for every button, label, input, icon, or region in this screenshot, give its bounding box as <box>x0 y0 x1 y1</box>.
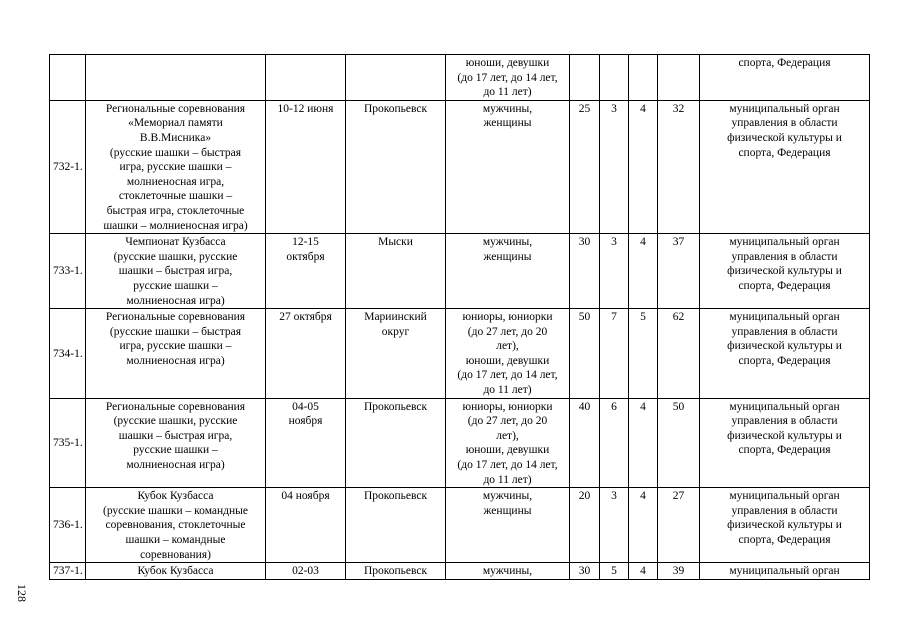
dates-cell: 02-03 <box>266 563 346 580</box>
table-row <box>50 309 870 399</box>
count-cell-1: 50 <box>570 309 600 399</box>
event-name-cell: Кубок Кузбасса (русские шашки – командные соревнования, стоклеточные шашки – командные соревнования) <box>86 488 266 563</box>
count-cell-2: 7 <box>600 309 629 399</box>
count-total-cell: 62 <box>658 309 700 399</box>
organizer-cell: муниципальный орган управления в области физической культуры и спорта, Федерация <box>700 234 870 309</box>
event-name-cell: Региональные соревнования (русские шашки – быстрая игра, русские шашки – молниеносная игра) <box>86 309 266 399</box>
participants-cell: мужчины, женщины <box>446 488 570 563</box>
participants-cell: юноши, девушки (до 17 лет, до 14 лет, до 11 лет) <box>446 55 570 101</box>
organizer-cell: муниципальный орган <box>700 563 870 580</box>
row-number-cell: 735-1. <box>50 398 86 488</box>
count-cell-2: 6 <box>600 398 629 488</box>
dates-cell: 04-05 ноября <box>266 398 346 488</box>
count-cell-3: 4 <box>629 100 658 233</box>
count-total-cell: 27 <box>658 488 700 563</box>
count-cell-3: 4 <box>629 398 658 488</box>
row-number-cell: 734-1. <box>50 309 86 399</box>
count-cell-3: 4 <box>629 234 658 309</box>
count-cell-1: 20 <box>570 488 600 563</box>
event-name-cell <box>86 55 266 101</box>
count-cell-1: 30 <box>570 234 600 309</box>
organizer-cell: спорта, Федерация <box>700 55 870 101</box>
organizer-cell: муниципальный орган управления в области физической культуры и спорта, Федерация <box>700 309 870 399</box>
row-number-cell: 737-1. <box>50 563 86 580</box>
count-cell-2: 3 <box>600 488 629 563</box>
count-total-cell: 50 <box>658 398 700 488</box>
organizer-cell: муниципальный орган управления в области физической культуры и спорта, Федерация <box>700 488 870 563</box>
count-total-cell: 32 <box>658 100 700 233</box>
dates-cell: 04 ноября <box>266 488 346 563</box>
table-row <box>50 100 870 233</box>
participants-cell: юниоры, юниорки (до 27 лет, до 20 лет), юноши, девушки (до 17 лет, до 14 лет, до 11 лет) <box>446 309 570 399</box>
venue-cell: Прокопьевск <box>346 488 446 563</box>
row-number-cell: 732-1. <box>50 100 86 233</box>
row-number-cell: 733-1. <box>50 234 86 309</box>
organizer-cell: муниципальный орган управления в области физической культуры и спорта, Федерация <box>700 398 870 488</box>
table-body <box>50 55 870 580</box>
table-row <box>50 234 870 309</box>
count-cell-2: 5 <box>600 563 629 580</box>
table-row <box>50 488 870 563</box>
event-name-cell: Региональные соревнования (русские шашки, русские шашки – быстрая игра, русские шашки – молниеносная игра) <box>86 398 266 488</box>
venue-cell <box>346 55 446 101</box>
count-cell-3: 4 <box>629 563 658 580</box>
dates-cell <box>266 55 346 101</box>
venue-cell: Прокопьевск <box>346 563 446 580</box>
venue-cell: Прокопьевск <box>346 398 446 488</box>
count-cell-2: 3 <box>600 100 629 233</box>
count-cell-1 <box>570 55 600 101</box>
schedule-table <box>49 54 870 580</box>
page-number: 128 <box>15 584 29 602</box>
count-cell-3: 4 <box>629 488 658 563</box>
dates-cell: 10-12 июня <box>266 100 346 233</box>
table-row <box>50 55 870 101</box>
participants-cell: юниоры, юниорки (до 27 лет, до 20 лет), юноши, девушки (до 17 лет, до 14 лет, до 11 лет) <box>446 398 570 488</box>
dates-cell: 27 октября <box>266 309 346 399</box>
event-name-cell: Региональные соревнования «Мемориал памяти В.В.Мисника» (русские шашки – быстрая игра, русские шашки – молниеносная игра, стоклеточные шашки – быстрая игра, стоклеточные шашки – молниеносная игра) <box>86 100 266 233</box>
venue-cell: Мыски <box>346 234 446 309</box>
event-name-cell: Кубок Кузбасса <box>86 563 266 580</box>
venue-cell: Прокопьевск <box>346 100 446 233</box>
count-total-cell: 39 <box>658 563 700 580</box>
count-cell-1: 40 <box>570 398 600 488</box>
count-cell-2 <box>600 55 629 101</box>
organizer-cell: муниципальный орган управления в области физической культуры и спорта, Федерация <box>700 100 870 233</box>
participants-cell: мужчины, женщины <box>446 100 570 233</box>
venue-cell: Мариинский округ <box>346 309 446 399</box>
count-cell-1: 25 <box>570 100 600 233</box>
count-cell-3: 5 <box>629 309 658 399</box>
count-cell-3 <box>629 55 658 101</box>
count-cell-2: 3 <box>600 234 629 309</box>
count-total-cell: 37 <box>658 234 700 309</box>
participants-cell: мужчины, <box>446 563 570 580</box>
row-number-cell: 736-1. <box>50 488 86 563</box>
event-name-cell: Чемпионат Кузбасса (русские шашки, русские шашки – быстрая игра, русские шашки – молниеносная игра) <box>86 234 266 309</box>
table-row <box>50 563 870 580</box>
dates-cell: 12-15 октября <box>266 234 346 309</box>
count-cell-1: 30 <box>570 563 600 580</box>
count-total-cell <box>658 55 700 101</box>
table-row <box>50 398 870 488</box>
row-number-cell <box>50 55 86 101</box>
participants-cell: мужчины, женщины <box>446 234 570 309</box>
